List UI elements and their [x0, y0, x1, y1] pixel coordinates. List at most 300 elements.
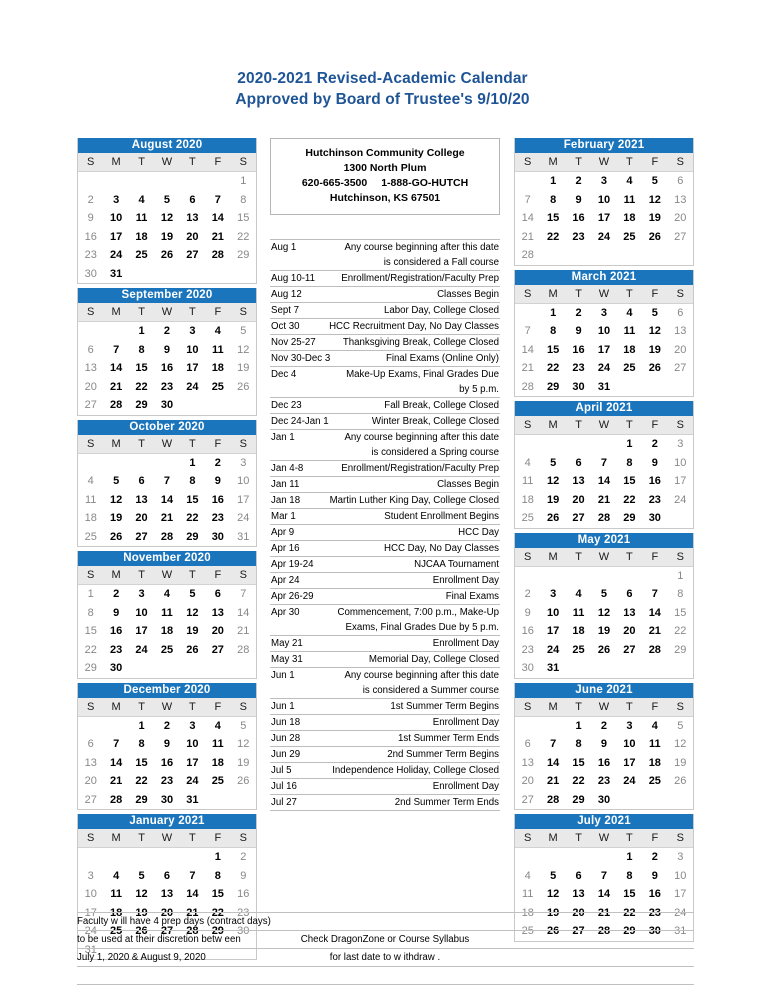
day-cell[interactable]: 7 — [189, 869, 196, 882]
day-cell[interactable]: 20 — [84, 380, 97, 393]
day-cell[interactable]: 24 — [84, 925, 97, 937]
day-cell[interactable]: 15 — [135, 756, 148, 769]
day-cell[interactable]: 9 — [163, 343, 171, 356]
day-cell[interactable]: 15 — [547, 343, 560, 356]
day-cell[interactable]: 12 — [135, 888, 148, 900]
day-cell[interactable]: 6 — [677, 306, 684, 319]
day-cell[interactable]: 31 — [674, 925, 687, 937]
day-cell[interactable]: 6 — [214, 588, 221, 600]
day-cell[interactable]: 16 — [648, 888, 661, 900]
day-cell[interactable]: 19 — [135, 906, 148, 919]
day-cell[interactable]: 1 — [677, 569, 684, 582]
day-cell[interactable]: 30 — [160, 793, 174, 806]
day-cell[interactable]: 7 — [524, 193, 531, 206]
day-cell[interactable]: 9 — [163, 738, 171, 750]
day-cell[interactable]: 12 — [648, 193, 661, 206]
day-cell[interactable]: 24 — [547, 643, 560, 656]
day-cell[interactable]: 14 — [160, 493, 174, 506]
day-cell[interactable]: 21 — [110, 775, 123, 787]
day-cell[interactable]: 6 — [163, 869, 171, 882]
day-cell[interactable]: 4 — [214, 719, 221, 732]
day-cell[interactable]: 21 — [521, 362, 534, 374]
day-cell[interactable]: 11 — [135, 212, 148, 224]
day-cell[interactable]: 25 — [211, 775, 224, 787]
day-cell[interactable]: 12 — [547, 475, 560, 487]
day-cell[interactable]: 19 — [160, 230, 174, 243]
day-cell[interactable]: 14 — [547, 756, 560, 769]
day-cell[interactable]: 3 — [600, 306, 608, 319]
day-cell[interactable]: 3 — [113, 193, 120, 206]
day-cell[interactable]: 23 — [84, 249, 97, 261]
day-cell[interactable]: 24 — [674, 493, 687, 506]
day-cell[interactable]: 19 — [597, 625, 611, 637]
day-cell[interactable]: 30 — [160, 399, 174, 411]
day-cell[interactable]: 19 — [547, 493, 560, 506]
day-cell[interactable]: 16 — [597, 756, 611, 769]
day-cell[interactable]: 24 — [597, 230, 611, 243]
day-cell[interactable]: 1 — [214, 851, 221, 863]
day-cell[interactable]: 21 — [597, 906, 611, 919]
day-cell[interactable]: 12 — [160, 212, 174, 224]
day-cell[interactable]: 26 — [160, 249, 174, 261]
day-cell[interactable]: 23 — [572, 362, 585, 374]
day-cell[interactable]: 6 — [575, 456, 582, 469]
day-cell[interactable]: 31 — [186, 793, 199, 806]
day-cell[interactable]: 16 — [160, 362, 174, 374]
day-cell[interactable]: 17 — [623, 756, 636, 769]
day-cell[interactable]: 13 — [674, 325, 687, 337]
day-cell[interactable]: 7 — [524, 325, 531, 337]
day-cell[interactable]: 12 — [648, 325, 661, 337]
day-cell[interactable]: 30 — [648, 925, 661, 937]
day-cell[interactable]: 27 — [84, 399, 97, 411]
day-cell[interactable]: 23 — [237, 906, 250, 919]
day-cell[interactable]: 9 — [575, 193, 582, 206]
day-cell[interactable]: 18 — [211, 756, 224, 769]
day-cell[interactable]: 30 — [521, 662, 534, 674]
day-cell[interactable]: 24 — [597, 362, 611, 374]
day-cell[interactable]: 1 — [626, 851, 633, 863]
day-cell[interactable]: 5 — [163, 193, 171, 206]
day-cell[interactable]: 16 — [211, 493, 224, 506]
day-cell[interactable]: 6 — [138, 475, 145, 487]
day-cell[interactable]: 14 — [211, 212, 224, 224]
day-cell[interactable]: 10 — [237, 475, 250, 487]
day-cell[interactable]: 7 — [113, 738, 120, 750]
day-cell[interactable]: 16 — [160, 756, 174, 769]
day-cell[interactable]: 3 — [600, 175, 608, 187]
day-cell[interactable]: 14 — [648, 606, 661, 619]
day-cell[interactable]: 24 — [674, 906, 687, 919]
day-cell[interactable]: 1 — [626, 438, 633, 450]
day-cell[interactable]: 5 — [138, 869, 145, 882]
day-cell[interactable]: 20 — [572, 493, 585, 506]
day-cell[interactable]: 3 — [677, 851, 684, 863]
day-cell[interactable]: 25 — [110, 925, 123, 937]
day-cell[interactable]: 2 — [651, 851, 658, 863]
day-cell[interactable]: 13 — [160, 888, 174, 900]
day-cell[interactable]: 13 — [572, 475, 585, 487]
day-cell[interactable]: 5 — [651, 306, 658, 319]
day-cell[interactable]: 28 — [211, 249, 224, 261]
day-cell[interactable]: 28 — [547, 793, 560, 806]
day-cell[interactable]: 21 — [211, 230, 224, 243]
day-cell[interactable]: 8 — [189, 475, 196, 487]
day-cell[interactable]: 3 — [189, 719, 196, 732]
day-cell[interactable]: 16 — [84, 230, 97, 243]
day-cell[interactable]: 26 — [547, 925, 560, 937]
day-cell[interactable]: 13 — [572, 888, 585, 900]
day-cell[interactable]: 5 — [240, 719, 247, 732]
day-cell[interactable]: 4 — [138, 193, 145, 206]
day-cell[interactable]: 30 — [110, 662, 123, 674]
day-cell[interactable]: 4 — [575, 588, 582, 600]
day-cell[interactable]: 8 — [87, 606, 94, 619]
day-cell[interactable]: 24 — [135, 643, 148, 656]
day-cell[interactable]: 29 — [623, 512, 636, 524]
day-cell[interactable]: 5 — [550, 869, 557, 882]
day-cell[interactable]: 24 — [186, 380, 199, 393]
day-cell[interactable]: 10 — [84, 888, 97, 900]
day-cell[interactable]: 10 — [674, 456, 687, 469]
day-cell[interactable]: 16 — [648, 475, 661, 487]
day-cell[interactable]: 7 — [214, 193, 221, 206]
day-cell[interactable]: 11 — [623, 193, 636, 206]
day-cell[interactable]: 29 — [186, 530, 199, 543]
day-cell[interactable]: 22 — [135, 380, 148, 393]
day-cell[interactable]: 13 — [521, 756, 534, 769]
day-cell[interactable]: 7 — [651, 588, 658, 600]
day-cell[interactable]: 11 — [522, 475, 534, 487]
day-cell[interactable]: 28 — [110, 399, 123, 411]
day-cell[interactable]: 2 — [113, 588, 120, 600]
day-cell[interactable]: 30 — [648, 512, 661, 524]
day-cell[interactable]: 2 — [524, 588, 531, 600]
day-cell[interactable]: 15 — [135, 362, 148, 374]
day-cell[interactable]: 4 — [87, 475, 94, 487]
day-cell[interactable]: 29 — [84, 662, 97, 674]
day-cell[interactable]: 26 — [648, 362, 661, 374]
day-cell[interactable]: 6 — [626, 588, 633, 600]
day-cell[interactable]: 12 — [547, 888, 560, 900]
day-cell[interactable]: 28 — [521, 249, 534, 261]
day-cell[interactable]: 14 — [110, 756, 123, 769]
day-cell[interactable]: 9 — [575, 325, 582, 337]
day-cell[interactable]: 27 — [84, 793, 97, 806]
day-cell[interactable]: 4 — [163, 588, 171, 600]
day-cell[interactable]: 24 — [186, 775, 199, 787]
day-cell[interactable]: 18 — [572, 625, 585, 637]
day-cell[interactable]: 15 — [572, 756, 585, 769]
day-cell[interactable]: 3 — [677, 438, 684, 450]
day-cell[interactable]: 23 — [521, 643, 534, 656]
day-cell[interactable]: 15 — [237, 212, 250, 224]
day-cell[interactable]: 31 — [84, 943, 97, 956]
day-cell[interactable]: 16 — [572, 343, 585, 356]
day-cell[interactable]: 11 — [212, 738, 224, 750]
day-cell[interactable]: 28 — [597, 512, 611, 524]
day-cell[interactable]: 27 — [186, 249, 199, 261]
day-cell[interactable]: 19 — [186, 625, 199, 637]
day-cell[interactable]: 17 — [547, 625, 560, 637]
day-cell[interactable]: 18 — [84, 512, 97, 524]
day-cell[interactable]: 27 — [623, 643, 636, 656]
day-cell[interactable]: 26 — [237, 380, 250, 393]
day-cell[interactable]: 9 — [524, 606, 531, 619]
day-cell[interactable]: 21 — [648, 625, 661, 637]
day-cell[interactable]: 12 — [237, 738, 250, 750]
day-cell[interactable]: 17 — [84, 906, 97, 919]
day-cell[interactable]: 25 — [623, 230, 636, 243]
day-cell[interactable]: 30 — [572, 380, 585, 393]
day-cell[interactable]: 20 — [674, 343, 687, 356]
day-cell[interactable]: 24 — [237, 512, 250, 524]
day-cell[interactable]: 3 — [626, 719, 633, 732]
day-cell[interactable]: 9 — [651, 869, 658, 882]
day-cell[interactable]: 29 — [211, 925, 224, 937]
day-cell[interactable]: 29 — [135, 399, 148, 411]
day-cell[interactable]: 20 — [674, 212, 687, 224]
day-cell[interactable]: 25 — [521, 512, 534, 524]
day-cell[interactable]: 5 — [651, 175, 658, 187]
day-cell[interactable]: 25 — [648, 775, 661, 787]
day-cell[interactable]: 10 — [674, 869, 687, 882]
day-cell[interactable]: 22 — [237, 230, 250, 243]
day-cell[interactable]: 21 — [547, 775, 560, 787]
day-cell[interactable]: 22 — [547, 362, 560, 374]
day-cell[interactable]: 2 — [163, 325, 171, 337]
day-cell[interactable]: 11 — [110, 888, 122, 900]
day-cell[interactable]: 23 — [648, 906, 661, 919]
day-cell[interactable]: 27 — [135, 530, 148, 543]
day-cell[interactable]: 16 — [110, 625, 123, 637]
day-cell[interactable]: 10 — [186, 738, 199, 750]
day-cell[interactable]: 27 — [572, 925, 585, 937]
day-cell[interactable]: 3 — [87, 869, 94, 882]
day-cell[interactable]: 31 — [237, 530, 250, 543]
day-cell[interactable]: 9 — [651, 456, 658, 469]
day-cell[interactable]: 13 — [135, 493, 148, 506]
day-cell[interactable]: 2 — [575, 306, 582, 319]
day-cell[interactable]: 19 — [237, 756, 250, 769]
day-cell[interactable]: 30 — [84, 267, 97, 280]
day-cell[interactable]: 14 — [521, 343, 534, 356]
day-cell[interactable]: 20 — [186, 230, 199, 243]
day-cell[interactable]: 19 — [110, 512, 123, 524]
day-cell[interactable]: 26 — [135, 925, 148, 937]
day-cell[interactable]: 7 — [600, 456, 608, 469]
day-cell[interactable]: 8 — [214, 869, 221, 882]
day-cell[interactable]: 18 — [211, 362, 224, 374]
day-cell[interactable]: 15 — [211, 888, 224, 900]
day-cell[interactable]: 10 — [597, 325, 611, 337]
day-cell[interactable]: 5 — [550, 456, 557, 469]
day-cell[interactable]: 15 — [623, 475, 636, 487]
day-cell[interactable]: 22 — [623, 906, 636, 919]
day-cell[interactable]: 5 — [189, 588, 196, 600]
day-cell[interactable]: 31 — [597, 380, 611, 393]
day-cell[interactable]: 10 — [186, 343, 199, 356]
day-cell[interactable]: 12 — [110, 493, 123, 506]
day-cell[interactable]: 6 — [524, 738, 531, 750]
day-cell[interactable]: 16 — [572, 212, 585, 224]
day-cell[interactable]: 22 — [211, 906, 224, 919]
day-cell[interactable]: 26 — [648, 230, 661, 243]
day-cell[interactable]: 27 — [160, 925, 174, 937]
day-cell[interactable]: 27 — [572, 512, 585, 524]
day-cell[interactable]: 18 — [160, 625, 174, 637]
day-cell[interactable]: 12 — [597, 606, 611, 619]
day-cell[interactable]: 27 — [674, 362, 687, 374]
day-cell[interactable]: 26 — [597, 643, 611, 656]
day-cell[interactable]: 17 — [597, 343, 611, 356]
day-cell[interactable]: 17 — [674, 475, 687, 487]
day-cell[interactable]: 19 — [648, 343, 661, 356]
day-cell[interactable]: 1 — [550, 306, 557, 319]
day-cell[interactable]: 6 — [87, 738, 94, 750]
day-cell[interactable]: 8 — [138, 738, 145, 750]
day-cell[interactable]: 4 — [651, 719, 658, 732]
day-cell[interactable]: 16 — [237, 888, 250, 900]
day-cell[interactable]: 26 — [674, 775, 687, 787]
day-cell[interactable]: 11 — [212, 343, 224, 356]
day-cell[interactable]: 1 — [575, 719, 582, 732]
day-cell[interactable]: 18 — [623, 212, 636, 224]
day-cell[interactable]: 28 — [110, 793, 123, 806]
day-cell[interactable]: 6 — [677, 175, 684, 187]
day-cell[interactable]: 7 — [240, 588, 247, 600]
day-cell[interactable]: 24 — [623, 775, 636, 787]
day-cell[interactable]: 23 — [110, 643, 123, 656]
day-cell[interactable]: 4 — [113, 869, 120, 882]
day-cell[interactable]: 5 — [113, 475, 120, 487]
day-cell[interactable]: 19 — [674, 756, 687, 769]
day-cell[interactable]: 22 — [135, 775, 148, 787]
day-cell[interactable]: 15 — [674, 606, 687, 619]
day-cell[interactable]: 9 — [600, 738, 608, 750]
day-cell[interactable]: 23 — [648, 493, 661, 506]
day-cell[interactable]: 8 — [575, 738, 582, 750]
day-cell[interactable]: 10 — [110, 212, 123, 224]
day-cell[interactable]: 13 — [211, 606, 224, 619]
day-cell[interactable]: 1 — [138, 719, 145, 732]
day-cell[interactable]: 2 — [651, 438, 658, 450]
day-cell[interactable]: 20 — [135, 512, 148, 524]
day-cell[interactable]: 28 — [186, 925, 199, 937]
day-cell[interactable]: 11 — [572, 606, 585, 619]
day-cell[interactable]: 18 — [521, 493, 534, 506]
day-cell[interactable]: 11 — [522, 888, 534, 900]
day-cell[interactable]: 2 — [575, 175, 582, 187]
day-cell[interactable]: 15 — [623, 888, 636, 900]
day-cell[interactable]: 29 — [547, 380, 560, 393]
day-cell[interactable]: 10 — [597, 193, 611, 206]
day-cell[interactable]: 8 — [138, 343, 145, 356]
day-cell[interactable]: 22 — [572, 775, 585, 787]
day-cell[interactable]: 22 — [186, 512, 199, 524]
day-cell[interactable]: 23 — [160, 775, 174, 787]
day-cell[interactable]: 3 — [240, 456, 247, 469]
day-cell[interactable]: 25 — [211, 380, 224, 393]
day-cell[interactable]: 10 — [623, 738, 636, 750]
day-cell[interactable]: 20 — [521, 775, 534, 787]
day-cell[interactable]: 20 — [160, 906, 174, 919]
day-cell[interactable]: 25 — [84, 530, 97, 543]
day-cell[interactable]: 5 — [677, 719, 684, 732]
day-cell[interactable]: 3 — [138, 588, 145, 600]
day-cell[interactable]: 10 — [547, 606, 560, 619]
day-cell[interactable]: 18 — [521, 906, 534, 919]
day-cell[interactable]: 7 — [113, 343, 120, 356]
day-cell[interactable]: 25 — [521, 925, 534, 937]
day-cell[interactable]: 1 — [550, 175, 557, 187]
day-cell[interactable]: 15 — [186, 493, 199, 506]
day-cell[interactable]: 12 — [186, 606, 199, 619]
day-cell[interactable]: 12 — [237, 343, 250, 356]
day-cell[interactable]: 30 — [237, 925, 250, 937]
day-cell[interactable]: 12 — [674, 738, 687, 750]
day-cell[interactable]: 2 — [87, 193, 94, 206]
day-cell[interactable]: 14 — [597, 475, 611, 487]
day-cell[interactable]: 7 — [163, 475, 171, 487]
day-cell[interactable]: 25 — [572, 643, 585, 656]
day-cell[interactable]: 5 — [240, 325, 247, 337]
day-cell[interactable]: 8 — [550, 193, 557, 206]
day-cell[interactable]: 4 — [524, 869, 531, 882]
day-cell[interactable]: 8 — [626, 869, 633, 882]
day-cell[interactable]: 23 — [597, 775, 611, 787]
day-cell[interactable]: 13 — [623, 606, 636, 619]
day-cell[interactable]: 16 — [521, 625, 534, 637]
day-cell[interactable]: 27 — [211, 643, 224, 656]
day-cell[interactable]: 3 — [550, 588, 557, 600]
day-cell[interactable]: 21 — [237, 625, 250, 637]
day-cell[interactable]: 3 — [189, 325, 196, 337]
day-cell[interactable]: 21 — [186, 906, 199, 919]
day-cell[interactable]: 23 — [211, 512, 224, 524]
day-cell[interactable]: 27 — [674, 230, 687, 243]
day-cell[interactable]: 8 — [240, 193, 247, 206]
day-cell[interactable]: 17 — [237, 493, 250, 506]
day-cell[interactable]: 21 — [160, 512, 174, 524]
day-cell[interactable]: 17 — [186, 756, 199, 769]
day-cell[interactable]: 20 — [623, 625, 636, 637]
day-cell[interactable]: 6 — [87, 343, 94, 356]
day-cell[interactable]: 17 — [110, 230, 123, 243]
day-cell[interactable]: 14 — [186, 888, 199, 900]
day-cell[interactable]: 29 — [135, 793, 148, 806]
day-cell[interactable]: 21 — [110, 380, 123, 393]
day-cell[interactable]: 11 — [623, 325, 636, 337]
day-cell[interactable]: 18 — [648, 756, 661, 769]
day-cell[interactable]: 11 — [649, 738, 661, 750]
day-cell[interactable]: 23 — [160, 380, 174, 393]
day-cell[interactable]: 1 — [87, 588, 94, 600]
day-cell[interactable]: 18 — [623, 343, 636, 356]
day-cell[interactable]: 21 — [597, 493, 611, 506]
day-cell[interactable]: 29 — [674, 643, 687, 656]
day-cell[interactable]: 15 — [547, 212, 560, 224]
day-cell[interactable]: 27 — [521, 793, 534, 806]
day-cell[interactable]: 26 — [110, 530, 123, 543]
day-cell[interactable]: 6 — [575, 869, 582, 882]
day-cell[interactable]: 25 — [623, 362, 636, 374]
day-cell[interactable]: 19 — [547, 906, 560, 919]
day-cell[interactable]: 28 — [521, 380, 534, 393]
day-cell[interactable]: 5 — [600, 588, 608, 600]
day-cell[interactable]: 14 — [237, 606, 250, 619]
day-cell[interactable]: 17 — [135, 625, 148, 637]
